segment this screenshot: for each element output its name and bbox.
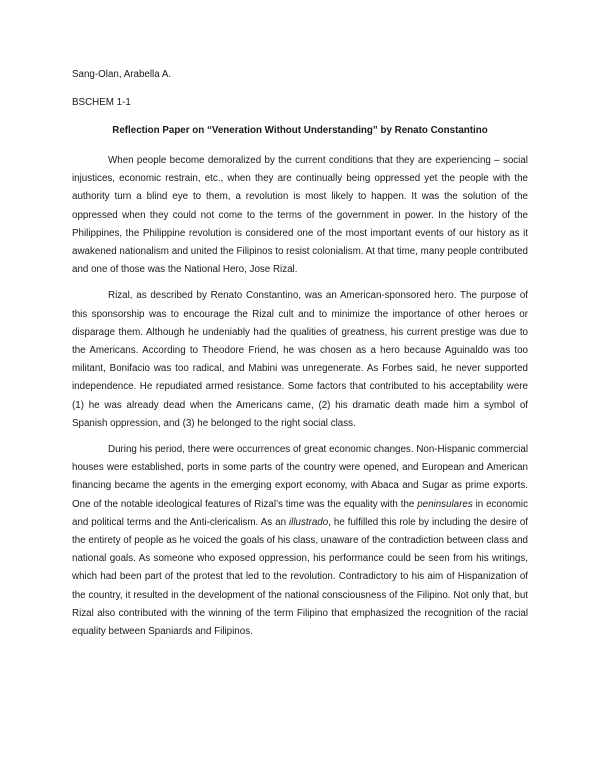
term-illustrado: illustrado [288, 516, 329, 528]
term-peninsulares: peninsulares [417, 498, 473, 510]
paragraph-2: Rizal, as described by Renato Constantino, was an American-sponsored hero. The purpose of this sponsorship was to encourage the Rizal cult and to minimize the importance of other heroes or disparage them. Although he undeniably had the qualities of greatness, his current prestige was due to the Americans. According to Theodore Friend, he was chosen as a hero because Aguinaldo was too militant, Bonifacio was too radical, and Mabini was unregenerate. As Forbes said, he never supported independence. He repudiated armed resistance. Some factors that contributed to his acceptability were (1) he was already dead when the Americans came, (2) his dramatic death made him a symbol of Spanish oppression, and (3) he belonged to the right social class. [72, 290, 528, 429]
paragraph-3 [72, 441, 528, 641]
class-section: BSCHEM 1-1 [72, 97, 131, 108]
paragraph-3-part-e: , he fulfilled this role by including the desire of the entirety of people as he voiced the goals of his class, unaware of the contradiction between class and national goals. As someone who exposed oppression, his performance could be seen from his writings, which had been part of the protest that led to the revolution. Contradictory to his aim of Hispanization of the country, it resulted in the development of the national consciousness of the Filipino. Not only that, but Rizal also contributed with the winning of the term Filipino that emphasized the recognition of the racial equality between Spaniards and Filipinos. [72, 516, 528, 638]
author-name: Sang-Olan, Arabella A. [72, 69, 172, 80]
paragraph-3-part-a: During his period, there were occurrences of great economic changes. Non-Hispanic commercial houses were established, ports in some parts of the country were opened, and European and American financing became the agents in the emerging export economy, with Abaca and Sugar as prime exports. One of the notable ideological features of Rizal’s time was the equality with the [72, 444, 528, 510]
paper-title: Reflection Paper on “Veneration Without Understanding” by Renato Constantino [112, 125, 488, 136]
document-page [72, 68, 528, 649]
paragraph-3-part-c: in economic and political terms and the Anti-clericalism. As an [72, 498, 528, 528]
paragraph-1: When people become demoralized by the current conditions that they are experiencing – social injustices, economic restrain, etc., when they are continually being oppressed yet the people with the authority turn a blind eye to them, a revolution is most likely to happen. It was the solution of the oppressed when they could not come to the terms of the government in power. In the history of the Philippines, the Philippine revolution is considered one of the most important events of our history as it awakened nationalism and united the Filipinos to resist colonialism. At that time, many people contributed and one of those was the National Hero, Jose Rizal. [72, 155, 528, 276]
